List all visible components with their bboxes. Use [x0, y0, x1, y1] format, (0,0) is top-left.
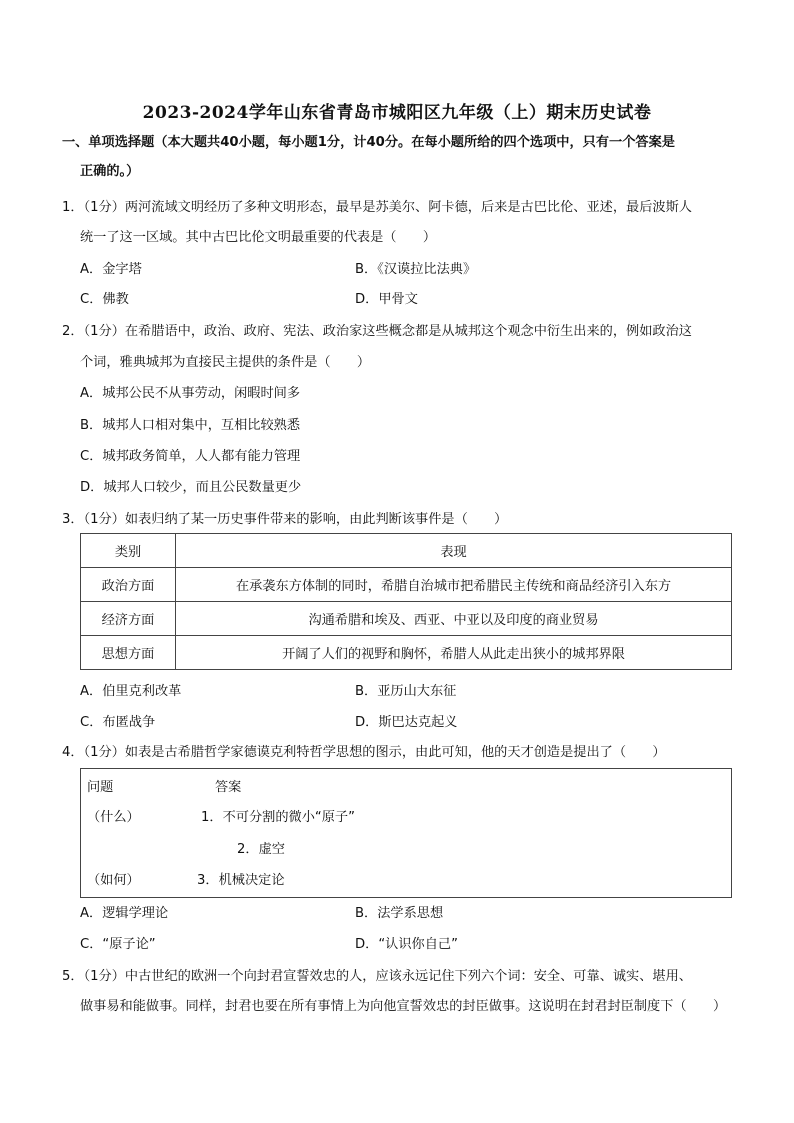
table-cell: 思想方面 [81, 636, 176, 670]
q1-option-d: D．甲骨文 [355, 292, 418, 307]
q1-stem-line2: 统一了这一区域。其中古巴比伦文明最重要的代表是（ ） [80, 230, 437, 245]
q4-answer-3: 3．机械决定论 [197, 873, 285, 888]
table-header-row [81, 534, 732, 568]
q4-option-b: B．法学系思想 [355, 906, 444, 921]
q2-stem-line2: 个词，雅典城邦为直接民主提供的条件是（ ） [80, 355, 371, 370]
q4-how-label: （如何） [87, 873, 140, 888]
q1-option-b: B．《汉谟拉比法典》 [355, 262, 477, 277]
q4-question-header: 问题 [87, 780, 114, 795]
q4-option-a: A．逻辑学理论 [80, 906, 169, 921]
q4-option-d: D．“认识你自己” [355, 937, 458, 952]
q2-option-c: C．城邦政务简单，人人都有能力管理 [80, 449, 301, 464]
table-cell: 沟通希腊和埃及、西亚、中亚以及印度的商业贸易 [176, 602, 732, 636]
section-heading-line2: 正确的。） [80, 164, 140, 179]
q3-option-c: C．布匿战争 [80, 715, 156, 730]
q4-option-c: C．“原子论” [80, 937, 156, 952]
q5-stem-line1: 5．（1分）中古世纪的欧洲一个向封君宣誓效忠的人，应该永远记住下列六个词：安全、可靠、诚实、堪用、 [62, 969, 692, 984]
q4-answer-1: 1．不可分割的微小“原子” [201, 810, 355, 825]
section-heading-line1: 一、单项选择题（本大题共40小题，每小题1分，计40分。在每小题所给的四个选项中，只有一个答案是 [62, 135, 675, 150]
q4-answer-header: 答案 [215, 780, 242, 795]
q4-what-label: （什么） [87, 810, 140, 825]
q3-option-a: A．伯里克利改革 [80, 684, 182, 699]
q1-option-c: C．佛教 [80, 292, 129, 307]
table-cell: 政治方面 [81, 568, 176, 602]
q3-option-d: D．斯巴达克起义 [355, 715, 458, 730]
q1-option-a: A．金字塔 [80, 262, 142, 277]
q2-option-a: A．城邦公民不从事劳动，闲暇时间多 [80, 386, 301, 401]
exam-title: 2023-2024学年山东省青岛市城阳区九年级（上）期末历史试卷 [142, 103, 652, 123]
table-cell: 经济方面 [81, 602, 176, 636]
table-cell: 在承袭东方体制的同时，希腊自治城市把希腊民主传统和商品经济引入东方 [176, 568, 732, 602]
q2-option-b: B．城邦人口相对集中，互相比较熟悉 [80, 418, 301, 433]
q2-stem-line1: 2．（1分）在希腊语中，政治、政府、宪法、政治家这些概念都是从城邦这个观念中衍生出来的，例如政治这 [62, 324, 692, 339]
table-row [81, 636, 732, 670]
table-cell: 开阔了人们的视野和胸怀，希腊人从此走出狭小的城邦界限 [176, 636, 732, 670]
table-header-cell: 表现 [176, 534, 732, 568]
q5-stem-line2: 做事易和能做事。同样，封君也要在所有事情上为向他宣誓效忠的封臣做事。这说明在封君封臣制度下（ ） [80, 999, 727, 1014]
q4-answer-2: 2．虚空 [237, 842, 285, 857]
q4-stem-line1: 4．（1分）如表是古希腊哲学家德谟克利特哲学思想的图示，由此可知，他的天才创造是提出了（ ） [62, 745, 666, 760]
q3-table [80, 533, 732, 670]
table-row [81, 602, 732, 636]
q4-diagram-box [80, 768, 732, 898]
q3-stem-line1: 3．（1分）如表归纳了某一历史事件带来的影响，由此判断该事件是（ ） [62, 512, 508, 527]
table-row [81, 568, 732, 602]
q3-option-b: B．亚历山大东征 [355, 684, 457, 699]
q2-option-d: D．城邦人口较少，而且公民数量更少 [80, 480, 302, 495]
table-header-cell: 类别 [81, 534, 176, 568]
q1-stem-line1: 1．（1分）两河流域文明经历了多种文明形态，最早是苏美尔、阿卡德，后来是古巴比伦、亚述，最后波斯人 [62, 200, 692, 215]
